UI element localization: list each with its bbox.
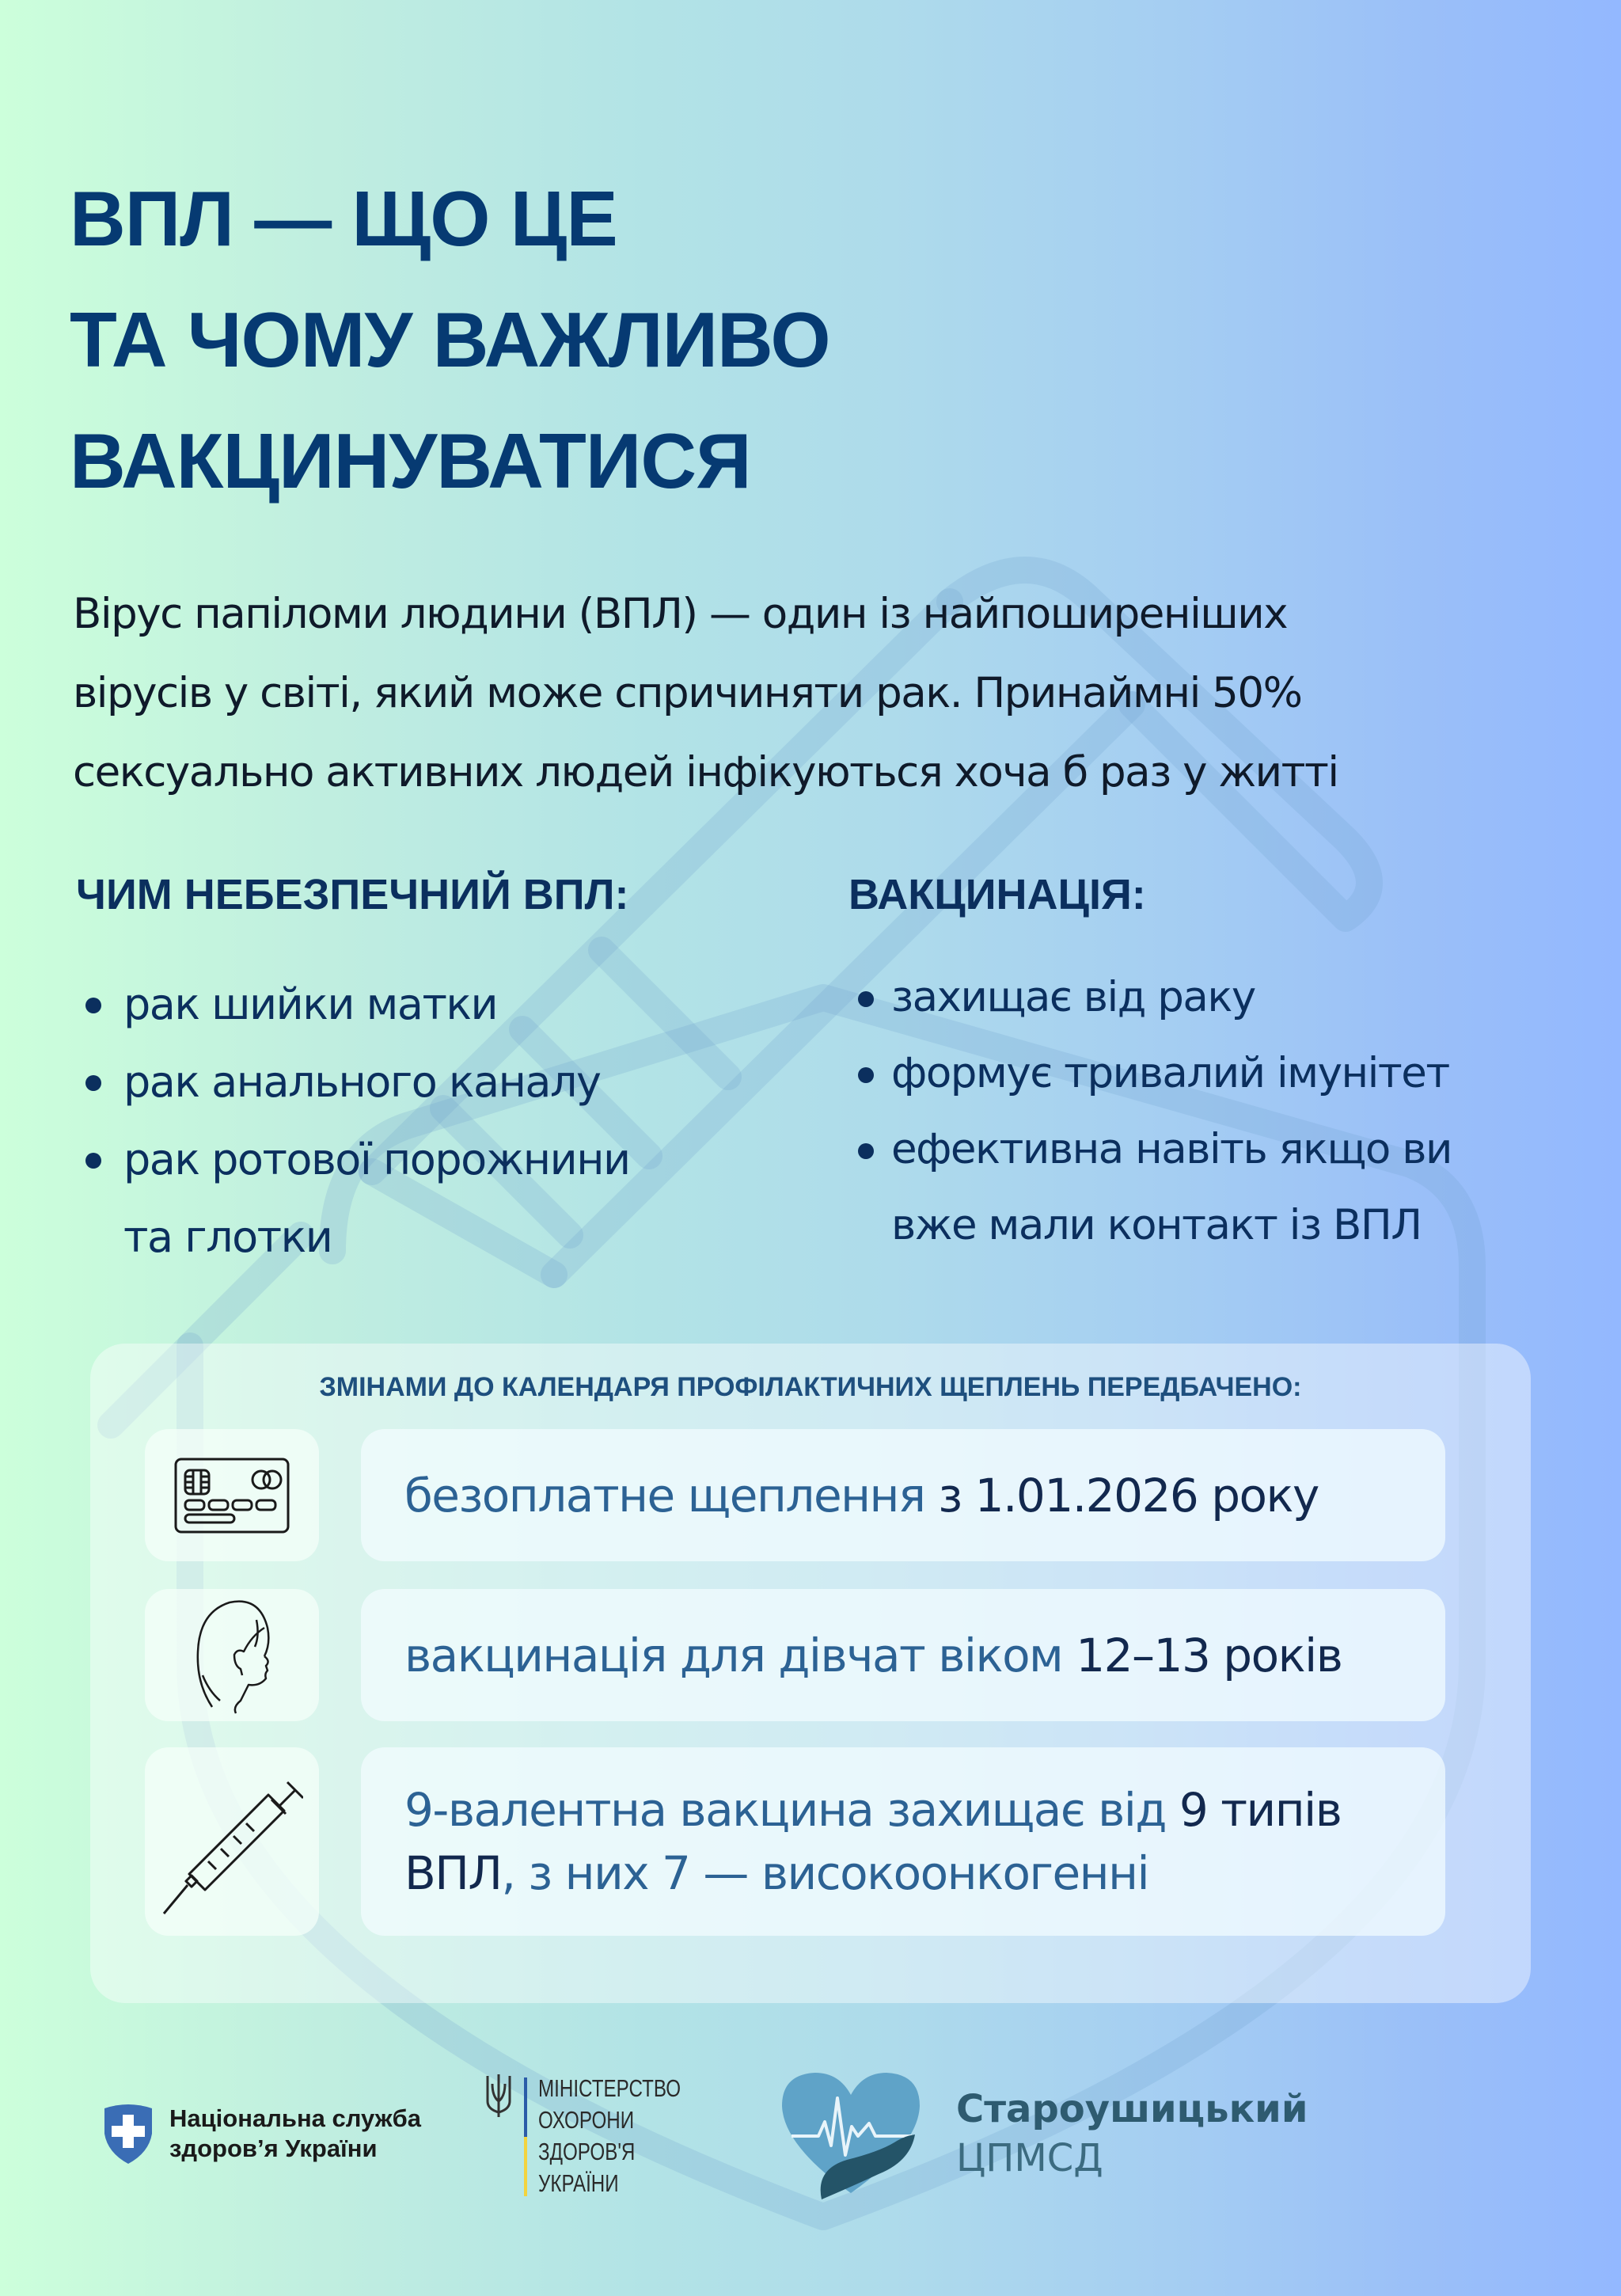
girls-age-text: вакцинація для дівчат віком 12–13 років — [361, 1589, 1445, 1721]
calendar-changes-panel — [90, 1344, 1531, 2003]
syringe-icon — [161, 1766, 303, 1917]
girl-profile-icon — [188, 1596, 275, 1715]
danger-section — [76, 863, 788, 1276]
nine-valent-vaccine-text: 9-валентна вакцина захищає від 9 типів ВПЛ, з них 7 — високоонкогенні — [361, 1747, 1445, 1936]
intro-line-3: сексуально активних людей інфікуються хоча б раз у житті — [73, 748, 1338, 796]
shield-cross-icon — [101, 2102, 155, 2165]
nszu-line-1: Національна служба — [169, 2104, 422, 2132]
trident-icon — [484, 2073, 513, 2120]
moz-logo — [484, 2073, 721, 2199]
intro-line-1: Вірус папіломи людини (ВПЛ) — один із найпоширеніших — [73, 590, 1288, 638]
bullet-icon — [85, 1075, 101, 1091]
bullet-icon — [858, 1067, 874, 1083]
title-line-1: ВПЛ — ЩО ЦЕ — [70, 175, 617, 262]
vaccination-section — [848, 863, 1608, 1264]
clinic-logo — [776, 2066, 1308, 2201]
moz-line-3: ЗДОРОВ'Я — [538, 2138, 636, 2165]
free-vaccination-text: безоплатне щеплення з 1.01.2026 року — [361, 1429, 1445, 1561]
heart-hand-pulse-icon — [776, 2066, 926, 2201]
list-item: рак ротової порожнини та глотки — [76, 1121, 788, 1276]
bullet-icon — [85, 1153, 101, 1169]
list-item: захищає від раку — [848, 960, 1608, 1036]
danger-heading: ЧИМ НЕБЕЗПЕЧНИЙ ВПЛ: — [76, 871, 629, 918]
intro-paragraph — [73, 575, 1577, 812]
credit-card-icon — [174, 1458, 290, 1534]
moz-line-1: МІНІСТЕРСТВО — [538, 2074, 681, 2102]
list-item: ефективна навіть якщо ви вже мали контакт із ВПЛ — [848, 1112, 1608, 1264]
intro-line-2: вірусів у світі, який може спричиняти рак. Принаймні 50% — [73, 669, 1302, 717]
bullet-icon — [858, 1143, 874, 1159]
nszu-line-2: здоров’я України — [169, 2134, 378, 2162]
row-icon-box — [145, 1589, 319, 1721]
list-item: формує тривалий імунітет — [848, 1036, 1608, 1112]
bullet-icon — [858, 991, 874, 1007]
clinic-name: Староушицький — [956, 2087, 1308, 2131]
moz-line-2: ОХОРОНИ — [538, 2106, 635, 2134]
clinic-subtitle: ЦПМСД — [956, 2136, 1103, 2180]
nszu-logo — [101, 2102, 421, 2165]
panel-heading: ЗМІНАМИ ДО КАЛЕНДАРЯ ПРОФІЛАКТИЧНИХ ЩЕПЛЕНЬ ПЕРЕДБАЧЕНО: — [319, 1372, 1302, 1402]
moz-line-4: УКРАЇНИ — [538, 2169, 619, 2197]
vaccination-heading: ВАКЦИНАЦІЯ: — [848, 871, 1146, 918]
vaccination-list — [848, 960, 1608, 1264]
danger-list — [76, 966, 788, 1276]
row-icon-box — [145, 1747, 319, 1936]
list-item: рак анального каналу — [76, 1043, 788, 1121]
title-line-2: ТА ЧОМУ ВАЖЛИВО — [70, 296, 830, 383]
moz-flag-bar — [524, 2077, 527, 2196]
row-icon-box — [145, 1429, 319, 1561]
bullet-icon — [85, 998, 101, 1013]
page-title — [70, 158, 830, 522]
list-item: рак шийки матки — [76, 966, 788, 1043]
footer-logos — [0, 2058, 1621, 2264]
title-line-3: ВАКЦИНУВАТИСЯ — [70, 417, 751, 504]
